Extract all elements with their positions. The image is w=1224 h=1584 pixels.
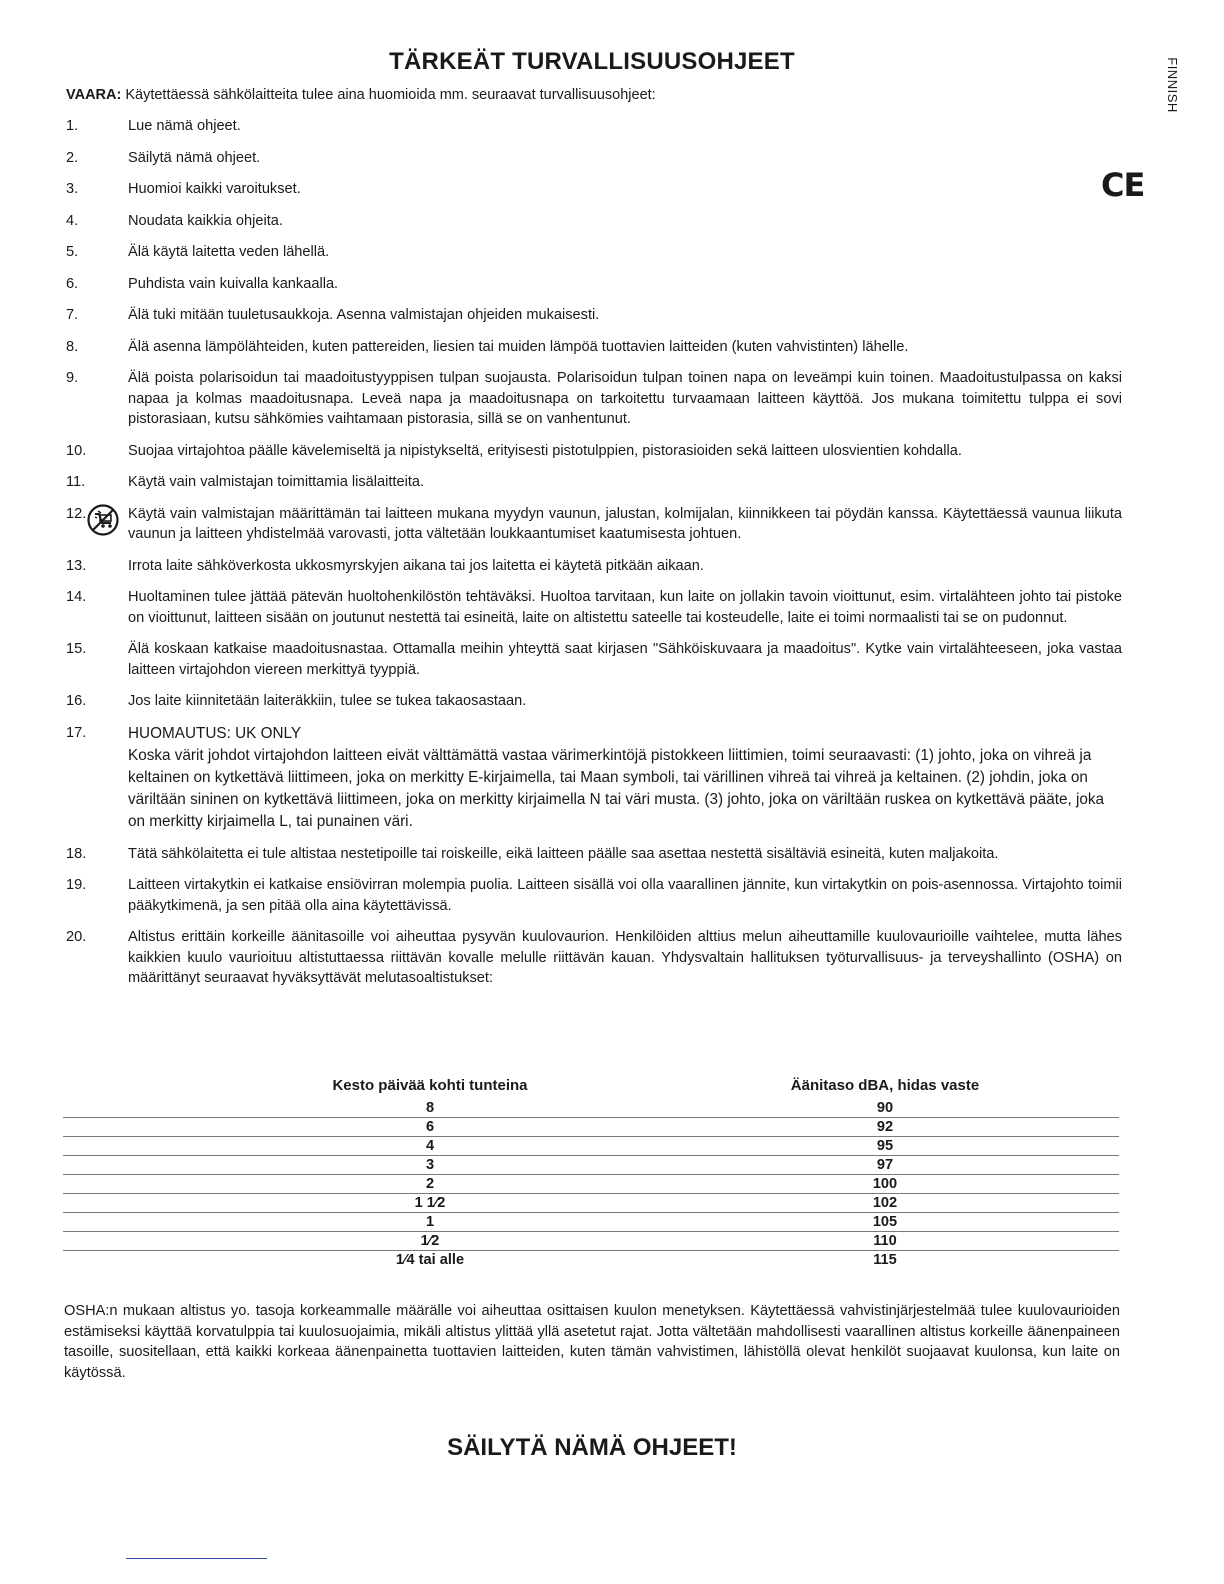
column-header-sound-level: Äänitaso dBA, hidas vaste <box>790 1077 980 1094</box>
duration-cell: 3 <box>425 1157 435 1173</box>
item-text: Käytä vain valmistajan toimittamia lisälaitteita. <box>128 474 425 490</box>
list-item <box>66 211 1122 232</box>
table-row <box>63 1175 1119 1194</box>
duration-cell: 4 <box>425 1138 435 1154</box>
item-number: 4. <box>66 212 79 229</box>
item-number: 20. <box>66 929 87 945</box>
sound-level-cell: 115 <box>873 1252 897 1268</box>
sound-level-cell: 90 <box>876 1100 894 1116</box>
duration-cell: 1 <box>425 1214 435 1230</box>
item-number: 8. <box>66 338 79 355</box>
item-number: 3. <box>66 181 79 197</box>
table-header <box>63 1077 1119 1099</box>
item-number: 18. <box>66 845 87 862</box>
table-row <box>63 1137 1119 1156</box>
language-label: FINNISH <box>1165 57 1180 113</box>
item-number: 6. <box>66 275 79 292</box>
item-number: 13. <box>66 557 87 574</box>
sound-level-cell: 110 <box>873 1233 897 1249</box>
item-text: Noudata kaikkia ohjeita. <box>128 212 283 229</box>
sound-level-cell: 100 <box>872 1176 898 1192</box>
item-number: 15. <box>66 641 87 657</box>
list-item <box>66 116 1122 137</box>
sound-level-cell: 102 <box>872 1195 898 1211</box>
table-row <box>63 1156 1119 1175</box>
item-text: Älä käytä laitetta veden lähellä. <box>128 244 330 260</box>
table-row <box>63 1251 1119 1269</box>
sound-level-cell: 97 <box>876 1157 894 1173</box>
duration-cell: 6 <box>425 1119 435 1135</box>
table-row <box>63 1213 1119 1232</box>
item-text: Laitteen virtakytkin ei katkaise ensiövirran molempia puolia. Laitteen sisällä voi olla vaarallinen jännite, kun virtakytkin on pois-asennossa. Virtajohto toimii pääkytkimenä, ja sen pitää olla aina käytettävissä. <box>128 877 1122 914</box>
item-text: Koska värit johdot virtajohdon laitteen eivät välttämättä vastaa värimerkintöjä pistokkeen liittimien, toimi seuraavasti: (1) johto, joka on vihreä ja keltainen on kytkettävä liittimeen, joka on merkitty E-kirjaimella, tai Maan symboli, tai värillinen vihreä tai vihreä ja keltainen. (2) johdin, joka on väriltään sininen on kytkettävä liittimeen, joka on merkitty kirjaimella N tai väri musta. (3) johto, joka on väriltään ruskea on kytkettävä pääte, joka on merkitty kirjaimella L, tai punainen väri. <box>128 746 1105 830</box>
item-text: Älä poista polarisoidun tai maadoitustyyppisen tulpan suojausta. Polarisoidun tulpan toinen napa on leveämpi kuin toinen. Maadoitustulpassa on kaksi napaa ja kolmas maadoitusnapa. Leveä napa ja maadoitusnapa on tarkoitettu turvaamaan laitteen käyttöä. Jos mukana toimitettu tulppa ei sovi pistorasiaan, kutsu sähkömies vaihtamaan pistorasia, sillä se on vanhentunut. <box>128 370 1122 427</box>
item-text: Puhdista vain kuivalla kankaalla. <box>128 275 339 292</box>
noise-exposure-table <box>63 1077 1119 1269</box>
item-text: Jos laite kiinnitetään laiteräkkiin, tulee se tukea takaosastaan. <box>128 693 527 709</box>
item-number: 10. <box>66 442 87 459</box>
duration-cell: 1⁄4 tai alle <box>395 1252 465 1268</box>
item-number: 2. <box>66 149 79 166</box>
list-item <box>66 242 1122 263</box>
duration-cell: 2 <box>425 1176 435 1192</box>
duration-cell: 1⁄2 <box>420 1233 440 1249</box>
item-number: 5. <box>66 244 79 260</box>
item-number: 19. <box>66 877 87 893</box>
column-header-duration: Kesto päivää kohti tunteina <box>332 1077 528 1094</box>
intro-text: Käytettäessä sähkölaitteita tulee aina huomioida mm. seuraavat turvallisuusohjeet: <box>121 87 656 103</box>
list-item <box>66 148 1122 169</box>
list-item <box>66 875 1122 916</box>
item-number: 12. <box>66 505 87 522</box>
safety-instructions-list <box>66 116 1122 1000</box>
list-item <box>66 368 1122 430</box>
intro-label: VAARA: <box>66 87 122 103</box>
item-text: Älä koskaan katkaise maadoitusnastaa. Ottamalla meihin yhteyttä saat kirjasen "Sähköiskuvaara ja maadoitus". Kytke vain virtalähteeseen, joka vastaa laitteen virtajohdon viereen merkittyä tyyppiä. <box>128 641 1122 678</box>
table-row <box>63 1099 1119 1118</box>
item-number: 14. <box>66 589 87 605</box>
item-number: 9. <box>66 370 79 386</box>
list-item <box>66 337 1122 358</box>
list-item <box>66 927 1122 989</box>
list-item <box>66 472 1122 493</box>
item-number: 17. <box>66 724 87 741</box>
item-text: Altistus erittäin korkeille äänitasoille voi aiheuttaa pysyvän kuulovaurion. Henkilöiden alttius melun aiheuttamille kuulovaurioille vaihtelee, mutta lähes kaikkien kuulo vaurioituu altistuttaessa riittävän kovalle melulle riittävän kauan. Yhdysvaltain hallituksen työturvallisuus- ja terveyshallinto (OSHA) on määrittänyt seuraavat hyväksyttävät melutasoaltistukset: <box>128 929 1122 986</box>
intro-line <box>66 87 1126 103</box>
table-row <box>63 1232 1119 1251</box>
footnote-divider <box>126 1558 267 1559</box>
list-item <box>66 723 1122 833</box>
item-text: Tätä sähkölaitetta ei tule altistaa nestetipoille tai roiskeille, eikä laitteen päälle saa asettaa nestettä sisältäviä esineitä, kuten maljakoita. <box>128 845 999 862</box>
list-item <box>66 691 1122 712</box>
duration-cell: 8 <box>425 1100 435 1116</box>
item-text: Irrota laite sähköverkosta ukkosmyrskyjen aikana tai jos laitetta ei käytetä pitkään aikaan. <box>128 557 704 574</box>
item-number: 7. <box>66 307 79 323</box>
item-text: Huoltaminen tulee jättää pätevän huoltohenkilöstön tehtäväksi. Huoltoa tarvitaan, kun laite on jollakin tavoin vioittunut, esim. virtalähteen johto tai pistoke on vioittunut, laitteen sisään on joutunut nestettä tai esineitä, laite on altistettu sateelle tai kosteudelle, laite ei toimi normaalisti tai se on pudonnut. <box>128 589 1122 626</box>
page-title: TÄRKEÄT TURVALLISUUSOHJEET <box>389 48 795 75</box>
item-number: 11. <box>66 474 86 490</box>
item-text: Käytä vain valmistajan määrittämän tai laitteen mukana myydyn vaunun, jalustan, kolmijalan, kiinnikkeen tai pöydän kanssa. Käytettäessä vaunua liikuta vaunun ja laitteen yhdistelmää varovasti, jotta vältetään loukkaantumiset kaatumisesta johtuen. <box>128 505 1122 542</box>
list-item <box>66 556 1122 577</box>
list-item <box>66 587 1122 628</box>
item-text: Lue nämä ohjeet. <box>128 118 241 134</box>
list-item <box>66 274 1122 295</box>
item-number: 1. <box>66 118 79 134</box>
list-item <box>66 305 1122 326</box>
sound-level-cell: 92 <box>876 1119 894 1135</box>
sound-level-cell: 105 <box>872 1214 898 1230</box>
osha-paragraph: OSHA:n mukaan altistus yo. tasoja korkeammalle määrälle voi aiheuttaa osittaisen kuulon menetyksen. Käytettäessä vahvistinjärjestelmää tulee kuulovaurioiden estämiseksi käyttää korvatulppia tai kuulosuojaimia, mikäli altistus ylittää yllä asetetut rajat. Jotta vältetään mahdollisesti vaarallinen altistus korkeille äänenpaineen tasoille, suositellaan, että kaikki korkeaa äänenpainetta tuottavien laitteiden, kuten tämän vahvistimen, lähistöllä olevat henkilöt suojaavat kuulonsa, kun laite on käytössä. <box>64 1303 1120 1381</box>
list-item <box>66 639 1122 680</box>
item-number: 16. <box>66 693 87 709</box>
item-text: Huomioi kaikki varoitukset. <box>128 181 301 197</box>
closing-title: SÄILYTÄ NÄMÄ OHJEET! <box>447 1434 737 1461</box>
list-item <box>66 504 1122 545</box>
list-item <box>66 441 1122 462</box>
ce-mark-icon: CE <box>1101 166 1145 204</box>
item-text: Säilytä nämä ohjeet. <box>128 149 261 166</box>
item-text: Älä asenna lämpölähteiden, kuten pattereiden, liesien tai muiden lämpöä tuottavien laitteiden (kuten vahvistinten) lähelle. <box>128 338 909 355</box>
item-text: Suojaa virtajohtoa päälle kävelemiseltä ja nipistykseltä, erityisesti pistotulppien, pistorasioiden sekä laitteen ulosvientien kohdalla. <box>128 442 962 459</box>
list-item <box>66 844 1122 865</box>
item-text: Älä tuki mitään tuuletusaukkoja. Asenna valmistajan ohjeiden mukaisesti. <box>128 307 600 323</box>
list-item <box>66 179 1122 200</box>
no-cart-tip-over-icon <box>86 503 120 537</box>
duration-cell: 1 1⁄2 <box>414 1195 446 1211</box>
sound-level-cell: 95 <box>876 1138 894 1154</box>
item-heading: HUOMAUTUS: UK ONLY <box>128 724 302 742</box>
table-row <box>63 1194 1119 1213</box>
table-row <box>63 1118 1119 1137</box>
